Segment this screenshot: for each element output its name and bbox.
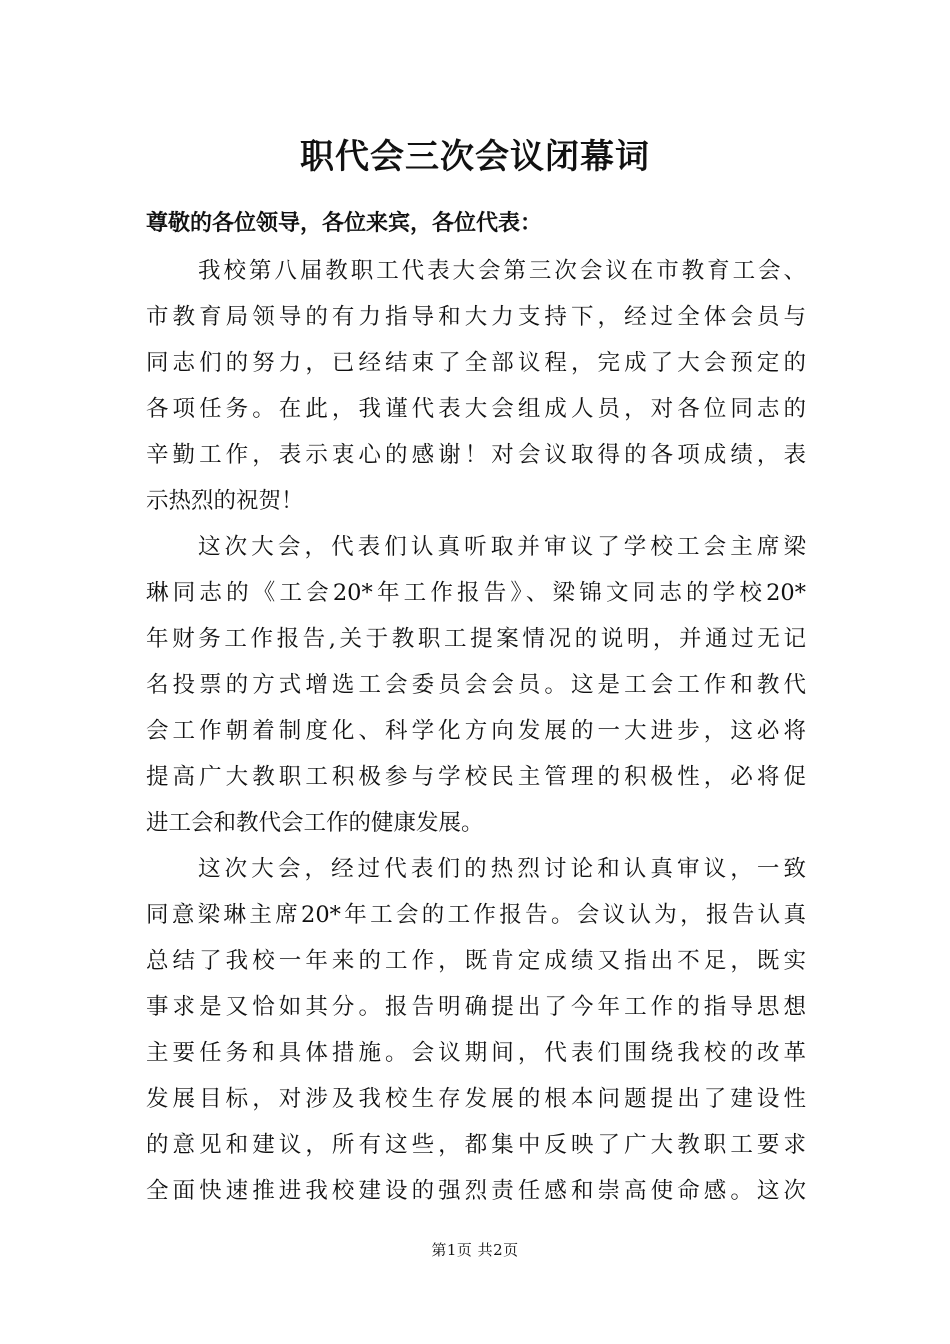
text-line: 发展目标，对涉及我校生存发展的根本问题提出了建设性 [146, 1086, 806, 1112]
text-line: 名投票的方式增选工会委员会会员。这是工会工作和教代 [146, 672, 806, 698]
salutation: 尊敬的各位领导，各位来宾，各位代表： [146, 210, 543, 236]
text-line: 年财务工作报告,关于教职工提案情况的说明，并通过无记 [146, 626, 806, 652]
paragraph-1 [146, 248, 806, 524]
text-line: 提高广大教职工积极参与学校民主管理的积极性，必将促 [146, 764, 806, 790]
text-line: 全面快速推进我校建设的强烈责任感和崇高使命感。这次 [146, 1178, 806, 1204]
text-line: 我校第八届教职工代表大会第三次会议在市教育工会、 [198, 258, 806, 284]
text-line: 同志们的努力，已经结束了全部议程，完成了大会预定的 [146, 350, 806, 376]
text-line: 琳同志的《工会20*年工作报告》、梁锦文同志的学校20* [146, 580, 806, 606]
text-line: 总结了我校一年来的工作，既肯定成绩又指出不足，既实 [146, 948, 806, 974]
text-line: 进工会和教代会工作的健康发展。 [146, 810, 484, 836]
text-line: 主要任务和具体措施。会议期间，代表们围绕我校的改革 [146, 1040, 806, 1066]
text-line: 同意梁琳主席20*年工会的工作报告。会议认为，报告认真 [146, 902, 806, 928]
text-line: 市教育局领导的有力指导和大力支持下，经过全体会员与 [146, 304, 806, 330]
text-line: 各项任务。在此，我谨代表大会组成人员，对各位同志的 [146, 396, 806, 422]
paragraph-3 [146, 846, 806, 1214]
document-title: 职代会三次会议闭幕词 [300, 137, 650, 177]
text-line: 会工作朝着制度化、科学化方向发展的一大进步，这必将 [146, 718, 806, 744]
page-footer: 第1页 共2页 [431, 1241, 519, 1259]
text-line: 的意见和建议，所有这些，都集中反映了广大教职工要求 [146, 1132, 806, 1158]
paragraph-2 [146, 524, 806, 846]
document-body [146, 248, 806, 1214]
text-line: 辛勤工作，表示衷心的感谢！对会议取得的各项成绩，表 [146, 442, 806, 468]
text-line: 事求是又恰如其分。报告明确提出了今年工作的指导思想 [146, 994, 806, 1020]
text-line: 这次大会，经过代表们的热烈讨论和认真审议，一致 [198, 856, 806, 882]
text-line: 这次大会，代表们认真听取并审议了学校工会主席梁 [198, 534, 806, 560]
text-line: 示热烈的祝贺！ [146, 488, 304, 514]
